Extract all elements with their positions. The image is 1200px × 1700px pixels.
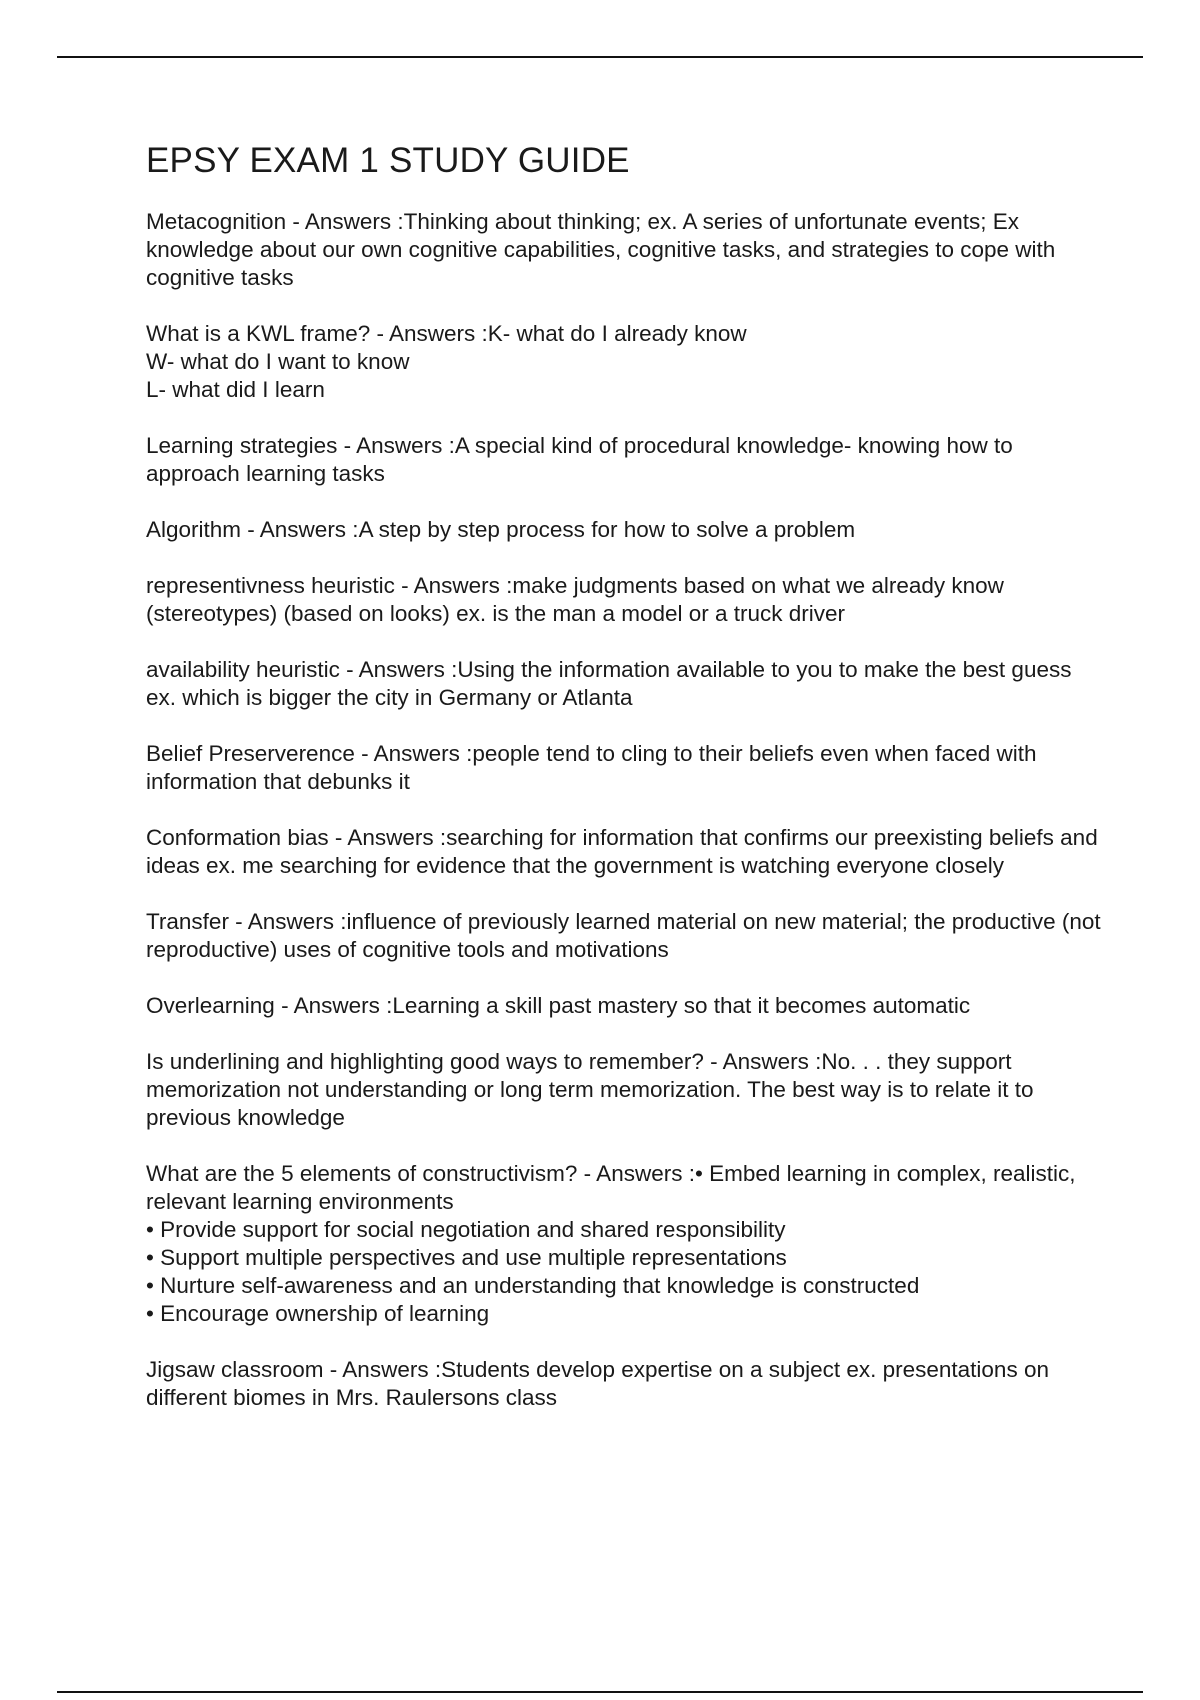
qa-entry-belief-perseverance: Belief Preserverence - Answers :people tend to cling to their beliefs even when faced with information that debunks it bbox=[146, 741, 1037, 794]
qa-entry-metacognition: Metacognition - Answers :Thinking about thinking; ex. A series of unfortunate events; Ex knowledge about our own cognitive capabilities, cognitive tasks, and strategies to cope with cognitive tasks bbox=[146, 209, 1056, 290]
qa-entry-kwl-frame: What is a KWL frame? - Answers :K- what do I already know W- what do I want to know L- what did I learn bbox=[146, 321, 747, 402]
document-body bbox=[146, 140, 1106, 1440]
qa-entry-availability-heuristic: availability heuristic - Answers :Using the information available to you to make the best guess ex. which is bigger the city in Germany or Atlanta bbox=[146, 657, 1072, 710]
qa-entry-transfer: Transfer - Answers :influence of previously learned material on new material; the productive (not reproductive) uses of cognitive tools and motivations bbox=[146, 909, 1101, 962]
qa-entry-algorithm: Algorithm - Answers :A step by step process for how to solve a problem bbox=[146, 517, 856, 542]
qa-entry-overlearning: Overlearning - Answers :Learning a skill past mastery so that it becomes automatic bbox=[146, 993, 971, 1018]
qa-entry-constructivism-elements: What are the 5 elements of constructivism? - Answers :• Embed learning in complex, realistic, relevant learning environments • Provide support for social negotiation and shared responsibility • Support multiple perspectives and use multiple representations • Nurture self-awareness and an understanding that knowledge is constructed • Encourage ownership of learning bbox=[146, 1161, 1076, 1326]
qa-entry-learning-strategies: Learning strategies - Answers :A special kind of procedural knowledge- knowing how to approach learning tasks bbox=[146, 433, 1013, 486]
qa-entry-jigsaw-classroom: Jigsaw classroom - Answers :Students develop expertise on a subject ex. presentations on different biomes in Mrs. Raulersons class bbox=[146, 1357, 1049, 1410]
top-divider bbox=[57, 56, 1143, 58]
qa-entry-representativeness-heuristic: representivness heuristic - Answers :make judgments based on what we already know (stereotypes) (based on looks) ex. is the man a model or a truck driver bbox=[146, 573, 1004, 626]
qa-entry-underlining-highlighting: Is underlining and highlighting good ways to remember? - Answers :No. . . they support memorization not understanding or long term memorization. The best way is to relate it to previous knowledge bbox=[146, 1049, 1034, 1130]
page-title: EPSY EXAM 1 STUDY GUIDE bbox=[146, 141, 630, 180]
bottom-divider bbox=[57, 1691, 1143, 1693]
qa-entry-confirmation-bias: Conformation bias - Answers :searching for information that confirms our preexisting beliefs and ideas ex. me searching for evidence that the government is watching everyone closely bbox=[146, 825, 1098, 878]
